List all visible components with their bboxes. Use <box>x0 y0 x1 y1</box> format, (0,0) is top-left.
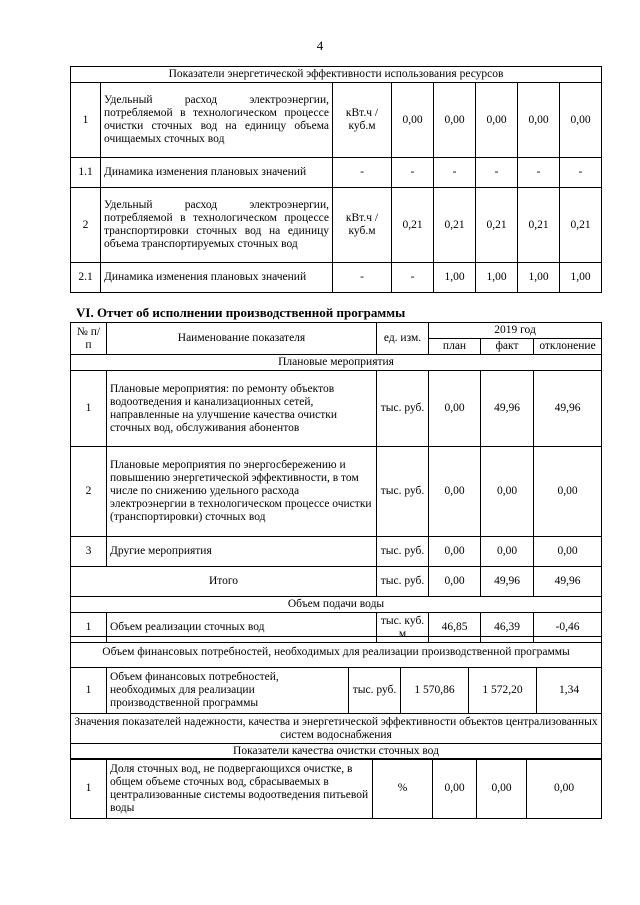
unit-cell: тыс. руб. <box>377 567 429 597</box>
col-unit-header: ед. изм. <box>377 323 429 355</box>
table-row <box>71 188 602 263</box>
indicator-name: Плановые мероприятия: по ремонту объектов водоотведения и канализационных сетей, направленные на улучшение качества очистки сточных вод, обслуживания абонентов <box>107 371 377 447</box>
value-cell: - <box>560 158 602 188</box>
group-header: Показатели качества очистки сточных вод <box>71 744 602 760</box>
table-row <box>71 263 602 293</box>
value-cell: 0,21 <box>434 188 476 263</box>
value-cell: 1,00 <box>560 263 602 293</box>
row-number: 2.1 <box>71 263 101 293</box>
deviation-cell: 0,00 <box>534 447 602 537</box>
unit-cell: тыс. руб. <box>377 537 429 567</box>
group-header: Объем финансовых потребностей, необходимых для реализации производственной программы <box>71 637 602 668</box>
row-number: 1.1 <box>71 158 101 188</box>
value-cell: 1,00 <box>518 263 560 293</box>
unit-cell: кВт.ч / куб.м <box>333 188 392 263</box>
deviation-cell: 49,96 <box>534 567 602 597</box>
value-cell: 0,00 <box>560 83 602 158</box>
plan-cell: 0,00 <box>429 537 481 567</box>
col-name-header: Наименование показателя <box>107 323 377 355</box>
table-row <box>71 371 602 447</box>
plan-cell: 0,00 <box>429 447 481 537</box>
col-num-header: № п/п <box>71 323 107 355</box>
indicator-name: Удельный расход электроэнергии, потребляемой в технологическом процессе очистки сточных вод на единицу объема очищаемых сточных вод <box>101 83 333 158</box>
value-cell: 0,21 <box>476 188 518 263</box>
table-row <box>71 668 602 714</box>
total-label: Итого <box>71 567 377 597</box>
fact-cell: 0,00 <box>481 537 534 567</box>
unit-cell: тыс. руб. <box>377 371 429 447</box>
unit-cell: % <box>373 759 433 819</box>
plan-cell: 0,00 <box>433 759 477 819</box>
unit-cell: - <box>333 158 392 188</box>
unit-cell: тыс. куб. м <box>377 613 429 643</box>
plan-cell: 0,00 <box>429 567 481 597</box>
fact-cell: 0,00 <box>481 447 534 537</box>
fact-cell: 49,96 <box>481 567 534 597</box>
col-deviation-header: отклонение <box>534 339 602 355</box>
plan-cell: 46,85 <box>429 613 481 643</box>
deviation-cell: 1,34 <box>537 668 602 714</box>
row-number: 1 <box>71 613 107 643</box>
unit-cell: тыс. руб. <box>349 668 401 714</box>
quality-table <box>70 758 602 819</box>
value-cell: 0,00 <box>392 83 434 158</box>
value-cell: 0,21 <box>392 188 434 263</box>
value-cell: 0,21 <box>560 188 602 263</box>
indicator-name: Объем финансовых потребностей, необходимых для реализации производственной программы <box>107 668 349 714</box>
col-plan-header: план <box>429 339 481 355</box>
value-cell: 1,00 <box>434 263 476 293</box>
value-cell: 0,00 <box>434 83 476 158</box>
deviation-cell: 0,00 <box>527 759 602 819</box>
unit-cell: - <box>333 263 392 293</box>
deviation-cell: -0,46 <box>534 613 602 643</box>
value-cell: 1,00 <box>476 263 518 293</box>
indicator-name: Динамика изменения плановых значений <box>101 263 333 293</box>
indicator-name: Плановые мероприятия по энергосбережению и повышению энергетической эффективности, в том числе по снижению удельного расхода электроэнергии в технологическом процессе очистки (транспортировки) сточных вод <box>107 447 377 537</box>
indicator-name: Динамика изменения плановых значений <box>101 158 333 188</box>
plan-cell: 1 570,86 <box>401 668 469 714</box>
table-row <box>71 759 602 819</box>
unit-cell: кВт.ч / куб.м <box>333 83 392 158</box>
total-row <box>71 567 602 597</box>
table-row <box>71 83 602 158</box>
indicator-name: Доля сточных вод, не подвергающихся очистке, в общем объеме сточных вод, сбрасываемых в централизованные системы водоотведения питьевой воды <box>107 759 373 819</box>
row-number: 2 <box>71 188 101 263</box>
energy-efficiency-table <box>70 66 602 293</box>
indicator-name: Другие мероприятия <box>107 537 377 567</box>
table-row <box>71 158 602 188</box>
value-cell: - <box>476 158 518 188</box>
deviation-cell: 0,00 <box>534 537 602 567</box>
row-number: 1 <box>71 668 107 714</box>
group-header: Объем подачи воды <box>71 597 602 613</box>
production-program-table <box>70 322 602 643</box>
row-number: 1 <box>71 83 101 158</box>
value-cell: - <box>434 158 476 188</box>
group-header: Плановые мероприятия <box>71 355 602 371</box>
page-number: 4 <box>316 38 324 53</box>
indicator-name: Объем реализации сточных вод <box>107 613 377 643</box>
table-row <box>71 537 602 567</box>
deviation-cell: 49,96 <box>534 371 602 447</box>
value-cell: - <box>518 158 560 188</box>
col-fact-header: факт <box>481 339 534 355</box>
value-cell: 0,21 <box>518 188 560 263</box>
unit-cell: тыс. руб. <box>377 447 429 537</box>
fact-cell: 49,96 <box>481 371 534 447</box>
row-number: 1 <box>71 371 107 447</box>
value-cell: - <box>392 263 434 293</box>
row-number: 3 <box>71 537 107 567</box>
value-cell: 0,00 <box>518 83 560 158</box>
row-number: 1 <box>71 759 107 819</box>
year-header: 2019 год <box>429 323 602 339</box>
plan-cell: 0,00 <box>429 371 481 447</box>
financial-needs-table <box>70 636 602 760</box>
row-number: 2 <box>71 447 107 537</box>
value-cell: 0,00 <box>476 83 518 158</box>
indicator-name: Удельный расход электроэнергии, потребляемой в технологическом процессе транспортировки сточных вод на единицу объема транспортируемых сточных вод <box>101 188 333 263</box>
section-title: VI. Отчет об исполнении производственной программы <box>76 305 406 320</box>
fact-cell: 0,00 <box>477 759 527 819</box>
table1-header: Показатели энергетической эффективности использования ресурсов <box>71 67 602 83</box>
table-row <box>71 447 602 537</box>
fact-cell: 1 572,20 <box>469 668 537 714</box>
fact-cell: 46,39 <box>481 613 534 643</box>
value-cell: - <box>392 158 434 188</box>
group-header: Значения показателей надежности, качества и энергетической эффективности объектов централизованных систем водоснабжения <box>71 714 602 744</box>
